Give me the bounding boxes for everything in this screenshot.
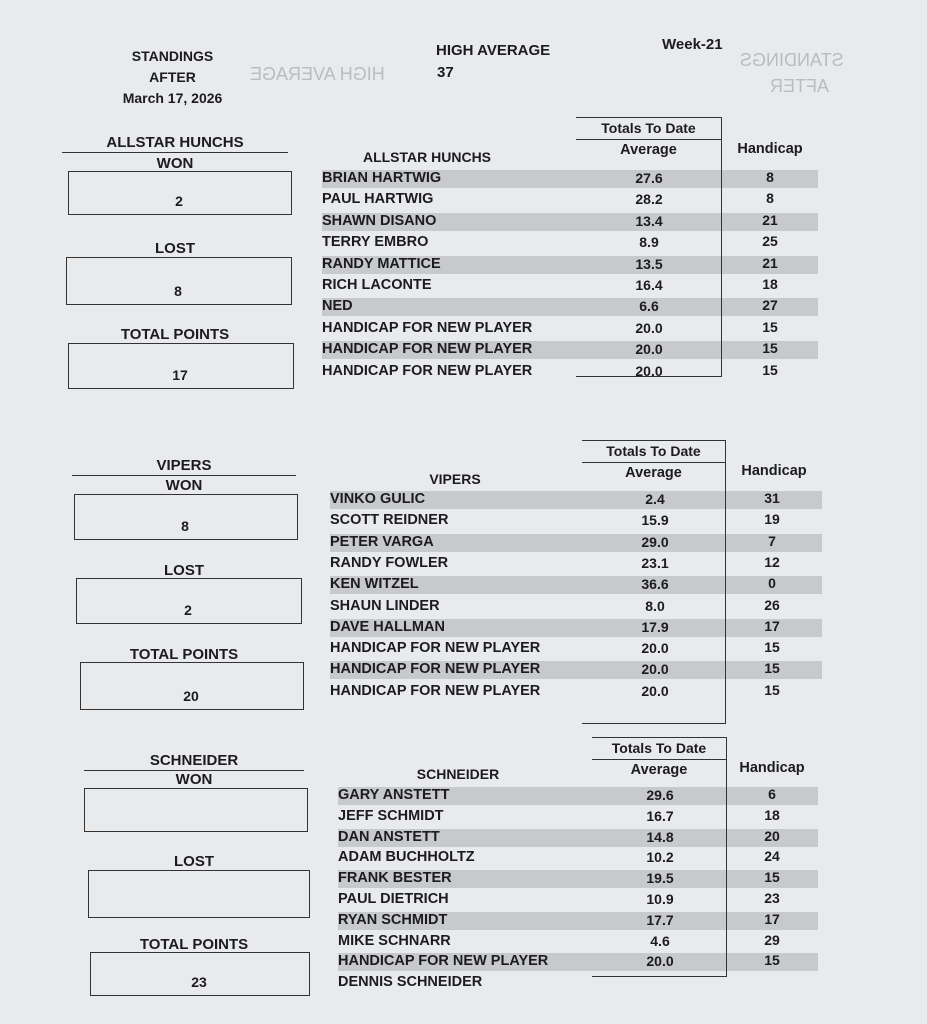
player-handicap: 15 <box>762 318 778 335</box>
player-name: VINKO GULIC <box>330 491 426 507</box>
bleed-through-text: STANDINGS <box>740 50 844 70</box>
player-handicap: 24 <box>764 848 780 865</box>
lost-value: 8 <box>174 283 182 299</box>
player-average: 28.2 <box>635 191 663 208</box>
player-name: DAN ANSTETT <box>338 828 440 845</box>
player-average: 13.4 <box>635 212 663 229</box>
total-points-value: 17 <box>172 367 188 383</box>
player-name: HANDICAP FOR NEW PLAYER <box>322 319 533 336</box>
player-name: RANDY MATTICE <box>322 255 441 272</box>
lost-label: LOST <box>174 853 214 870</box>
player-average: 20.0 <box>641 682 669 699</box>
player-handicap: 15 <box>764 639 780 656</box>
player-handicap: 31 <box>764 490 780 506</box>
won-value: 2 <box>175 193 183 209</box>
lost-value: 2 <box>184 602 192 618</box>
player-name: KEN WITZEL <box>330 576 419 593</box>
team-standing-title: VIPERS <box>156 457 212 474</box>
player-name: HANDICAP FOR NEW PLAYER <box>322 362 533 379</box>
player-name: HANDICAP FOR NEW PLAYER <box>322 341 533 358</box>
player-average: 16.7 <box>646 807 674 824</box>
player-average: 20.0 <box>646 953 674 970</box>
totals-to-date-label: Totals To Date <box>606 443 701 459</box>
player-average: 10.2 <box>646 849 674 866</box>
totals-to-date-rule <box>592 759 726 760</box>
won-box <box>84 788 308 832</box>
totals-to-date-label: Totals To Date <box>601 120 696 136</box>
player-handicap: 18 <box>764 806 780 823</box>
high-average-value: 37 <box>437 64 454 81</box>
won-label: WON <box>156 155 194 172</box>
player-average: 17.9 <box>641 618 669 635</box>
player-average: 20.0 <box>635 341 663 358</box>
high-average-label: HIGH AVERAGE <box>436 42 551 59</box>
standings-line2: AFTER <box>149 69 196 85</box>
handicap-column-header: Handicap <box>737 141 803 157</box>
player-handicap: 17 <box>764 910 780 927</box>
player-name: DAVE HALLMAN <box>330 618 445 635</box>
player-average: 20.0 <box>635 362 663 379</box>
player-name: JEFF SCHMIDT <box>338 807 444 824</box>
player-average: 23.1 <box>641 554 669 571</box>
player-handicap: 15 <box>762 361 778 378</box>
player-handicap: 6 <box>768 786 776 802</box>
player-name: BRIAN HARTWIG <box>322 170 442 186</box>
player-handicap: 19 <box>764 511 780 528</box>
player-handicap: 8 <box>766 169 774 185</box>
player-handicap: 0 <box>768 575 776 592</box>
player-handicap: 27 <box>762 297 778 314</box>
average-column-header: Average <box>625 465 682 481</box>
player-average: 27.6 <box>635 170 663 186</box>
total-points-label: TOTAL POINTS <box>139 936 249 953</box>
roster-team-title: ALLSTAR HUNCHS <box>362 149 492 165</box>
player-average: 20.0 <box>641 640 669 657</box>
player-handicap: 26 <box>764 596 780 613</box>
player-name: HANDICAP FOR NEW PLAYER <box>330 640 541 657</box>
player-average: 16.4 <box>635 277 663 293</box>
player-name: ADAM BUCHHOLTZ <box>338 849 475 866</box>
player-average: 8.9 <box>639 234 659 251</box>
player-average: 4.6 <box>650 932 670 949</box>
player-handicap: 15 <box>764 952 780 969</box>
player-average: 29.0 <box>641 533 669 550</box>
bleed-through-text: HIGH AVERAGE <box>250 64 385 84</box>
player-handicap: 25 <box>762 233 778 250</box>
standings-line1: STANDINGS <box>131 48 214 64</box>
player-name: NED <box>322 298 353 315</box>
player-average: 20.0 <box>641 661 669 678</box>
player-average: 19.5 <box>646 870 674 887</box>
player-name: PAUL DIETRICH <box>338 891 449 907</box>
roster-team-title: VIPERS <box>429 471 481 487</box>
total-points-label: TOTAL POINTS <box>129 646 239 663</box>
player-name: FRANK BESTER <box>338 870 452 887</box>
total-points-label: TOTAL POINTS <box>120 326 230 343</box>
player-handicap: 12 <box>764 553 780 570</box>
player-name: RANDY FOWLER <box>330 554 449 571</box>
player-handicap: 17 <box>764 617 780 634</box>
handicap-column-header: Handicap <box>741 463 807 479</box>
player-average: 2.4 <box>645 491 665 507</box>
player-average: 20.0 <box>635 319 663 336</box>
player-name: HANDICAP FOR NEW PLAYER <box>330 682 541 699</box>
week-label: Week-21 <box>662 36 723 53</box>
player-name: SHAWN DISANO <box>322 212 437 229</box>
lost-label: LOST <box>155 240 195 257</box>
standings-heading <box>100 46 245 109</box>
player-average: 6.6 <box>639 298 659 315</box>
player-handicap: 8 <box>766 190 774 207</box>
player-handicap: 23 <box>764 890 780 906</box>
won-value: 8 <box>181 518 189 534</box>
total-points-value: 20 <box>183 688 199 704</box>
player-name: PETER VARGA <box>330 533 434 550</box>
player-average: 8.0 <box>645 597 665 614</box>
player-handicap: 15 <box>764 681 780 698</box>
standings-date: March 17, 2026 <box>122 90 223 106</box>
player-name: RYAN SCHMIDT <box>338 911 448 928</box>
team-title-rule <box>72 475 296 476</box>
player-average: 17.7 <box>646 911 674 928</box>
player-average: 14.8 <box>646 828 674 845</box>
player-name: SHAUN LINDER <box>330 597 440 614</box>
team-standing-title: ALLSTAR HUNCHS <box>106 134 244 151</box>
player-average: 36.6 <box>641 576 669 593</box>
player-handicap: 29 <box>764 931 780 948</box>
lost-label: LOST <box>164 562 204 579</box>
player-handicap: 18 <box>762 276 778 292</box>
player-name: HANDICAP FOR NEW PLAYER <box>338 953 549 970</box>
player-name: HANDICAP FOR NEW PLAYER <box>330 661 541 678</box>
average-column-header: Average <box>620 142 677 158</box>
player-handicap: 7 <box>768 532 776 549</box>
won-label: WON <box>175 771 213 788</box>
player-average: 10.9 <box>646 891 674 907</box>
totals-to-date-rule <box>582 462 725 463</box>
player-name: TERRY EMBRO <box>322 234 429 251</box>
handicap-column-header: Handicap <box>739 760 805 776</box>
totals-to-date-label: Totals To Date <box>611 740 707 756</box>
player-name: RICH LACONTE <box>322 277 432 293</box>
player-handicap: 20 <box>764 827 780 844</box>
player-handicap: 21 <box>762 211 778 228</box>
totals-to-date-rule <box>576 139 721 140</box>
player-name: GARY ANSTETT <box>338 787 450 803</box>
player-average: 29.6 <box>646 787 674 803</box>
player-name: SCOTT REIDNER <box>330 512 449 529</box>
roster-team-title: SCHNEIDER <box>416 766 500 782</box>
bleed-through-text: AFTER <box>770 76 830 96</box>
player-average: 13.5 <box>635 255 663 272</box>
team-standing-title: SCHNEIDER <box>149 752 239 769</box>
won-label: WON <box>165 477 203 494</box>
average-column-header: Average <box>630 762 688 778</box>
player-handicap: 21 <box>762 254 778 271</box>
player-handicap: 15 <box>764 660 780 677</box>
player-name: DENNIS SCHNEIDER <box>338 974 483 991</box>
player-handicap: 15 <box>764 869 780 886</box>
player-name: PAUL HARTWIG <box>322 191 434 208</box>
total-points-value: 23 <box>191 974 207 990</box>
lost-box <box>88 870 310 918</box>
player-average: 15.9 <box>641 512 669 529</box>
player-handicap: 15 <box>762 340 778 357</box>
player-name: MIKE SCHNARR <box>338 932 451 949</box>
team-title-rule <box>62 152 288 153</box>
